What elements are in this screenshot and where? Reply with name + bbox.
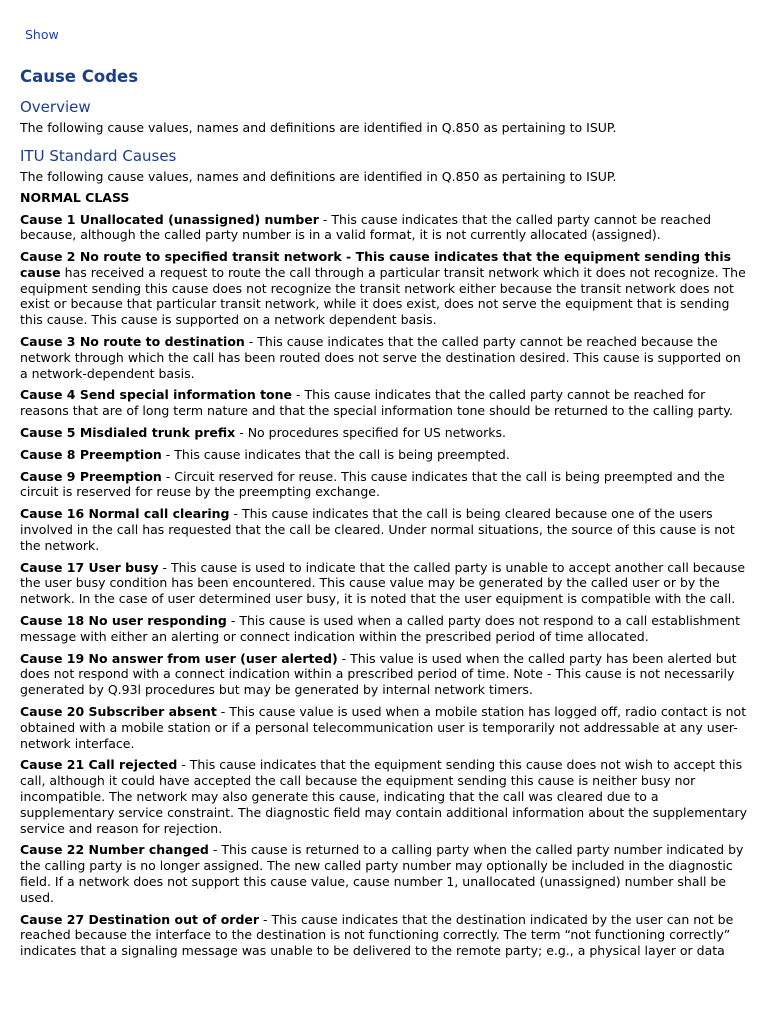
cause-description: - This cause indicates that the called party cannot be reached because the network through which the call has been routed does not serve the destination desired. This cause is supported on a network-dependent basis. bbox=[20, 334, 741, 381]
cause-entry bbox=[20, 334, 750, 381]
cause-name: Cause 20 Subscriber absent bbox=[20, 704, 217, 720]
cause-name: Cause 4 Send special information tone bbox=[20, 387, 293, 403]
cause-description: - This cause is used to indicate that the called party is unable to accept another call because the user busy condition has been encountered. This cause value may be generated by the called user or by the network. In the case of user determined user busy, it is noted that the user equipment is compatible with the call. bbox=[20, 559, 746, 607]
cause-name: Cause 2 No route to specified transit network - This cause indicates that the equipment sending this cause bbox=[20, 249, 732, 280]
cause-name: Cause 9 Preemption bbox=[20, 468, 162, 484]
cause-entry bbox=[20, 842, 750, 905]
cause-entry bbox=[20, 912, 750, 959]
cause-entry bbox=[20, 469, 750, 501]
cause-name: Cause 3 No route to destination bbox=[20, 334, 245, 350]
normal-class-title: NORMAL CLASS bbox=[20, 190, 130, 205]
itu-heading: ITU Standard Causes bbox=[20, 146, 177, 165]
cause-description: - Circuit reserved for reuse. This cause indicates that the call is being preempted and the circuit is reserved for reuse by the preempting exchange. bbox=[20, 468, 725, 500]
cause-entry bbox=[20, 613, 750, 645]
cause-description: - This cause indicates that the called party cannot be reached for reasons that are of long term nature and that the special information tone should be returned to the calling party. bbox=[20, 387, 733, 419]
cause-list bbox=[20, 212, 750, 959]
cause-entry bbox=[20, 651, 750, 698]
cause-entry bbox=[20, 249, 750, 328]
overview-text: The following cause values, names and definitions are identified in Q.850 as pertaining to ISUP. bbox=[20, 120, 617, 135]
cause-description: - This cause is returned to a calling party when the called party number indicated by the calling party is no longer assigned. The new called party number may optionally be included in the diagnostic field. If a network does not support this cause value, cause number 1, unallocated (unassigned) number shall be used. bbox=[20, 842, 744, 905]
document-body bbox=[20, 66, 750, 965]
overview-heading: Overview bbox=[20, 98, 91, 116]
cause-entry bbox=[20, 387, 750, 419]
cause-description: - This value is used when the called party has been alerted but does not respond with a connect indication within a prescribed period of time. Note - This cause is not necessarily generated by Q.93l procedures but may be generated by internal network timers. bbox=[20, 650, 737, 698]
cause-name: Cause 21 Call rejected bbox=[20, 757, 178, 773]
cause-name: Cause 16 Normal call clearing bbox=[20, 506, 230, 522]
cause-description: - This cause indicates that the call is being preempted. bbox=[161, 446, 510, 462]
cause-name: Cause 19 No answer from user (user alerted) bbox=[20, 650, 338, 666]
cause-description: has received a request to route the call through a particular transit network which it does not recognize. The equipment sending this cause does not recognize the transit network either because the transit network does not exist or because that particular transit network, while it does exist, does not serve the equipment that is sending this cause. This cause is supported on a network dependent basis. bbox=[20, 264, 746, 328]
show-link[interactable]: Show bbox=[25, 27, 59, 42]
cause-description: - This cause is used when a called party does not respond to a call establishment message with either an alerting or connect indication within the prescribed period of time allocated. bbox=[20, 613, 740, 644]
cause-entry bbox=[20, 212, 750, 244]
cause-name: Cause 27 Destination out of order bbox=[20, 911, 260, 927]
itu-text: The following cause values, names and definitions are identified in Q.850 as pertaining to ISUP. bbox=[20, 168, 617, 184]
cause-description: - This cause indicates that the call is being cleared because one of the users involved in the call has requested that the call be cleared. Under normal situations, the source of this cause is not the network. bbox=[20, 506, 735, 553]
cause-description: - No procedures specified for US networks. bbox=[235, 425, 507, 441]
cause-entry bbox=[20, 447, 750, 463]
cause-description: - This cause indicates that the destination indicated by the user can not be reached because the interface to the destination is not functioning correctly. The term “not functioning correctly” indicates that a signaling message was unable to be delivered to the remote party; e.g., a physical layer or data bbox=[20, 911, 734, 959]
cause-name: Cause 18 No user responding bbox=[20, 613, 227, 629]
cause-entry bbox=[20, 560, 750, 607]
cause-name: Cause 5 Misdialed trunk prefix bbox=[20, 425, 236, 441]
cause-name: Cause 1 Unallocated (unassigned) number bbox=[20, 211, 319, 227]
cause-name: Cause 22 Number changed bbox=[20, 842, 209, 858]
cause-name: Cause 17 User busy bbox=[20, 559, 159, 575]
cause-name: Cause 8 Preemption bbox=[20, 446, 162, 462]
page-title: Cause Codes bbox=[20, 67, 139, 86]
cause-entry bbox=[20, 704, 750, 751]
cause-description: - This cause indicates that the equipment sending this cause does not wish to accept this call, although it could have accepted the call because the equipment sending this cause is neither busy nor incompatible. The network may also generate this cause, indicating that the call was cleared due to a supplementary service constraint. The diagnostic field may contain additional information about the supplementary service and reason for rejection. bbox=[20, 757, 748, 836]
cause-description: - This cause value is used when a mobile station has logged off, radio contact is not obtained with a mobile station or if a personal telecommunication user is temporarily not addressable at any user-network interface. bbox=[20, 704, 747, 751]
cause-entry bbox=[20, 757, 750, 836]
cause-entry bbox=[20, 506, 750, 553]
cause-description: - This cause indicates that the called party cannot be reached because, although the called party number is in a valid format, it is not currently allocated (assigned). bbox=[20, 211, 712, 243]
cause-entry bbox=[20, 425, 750, 441]
